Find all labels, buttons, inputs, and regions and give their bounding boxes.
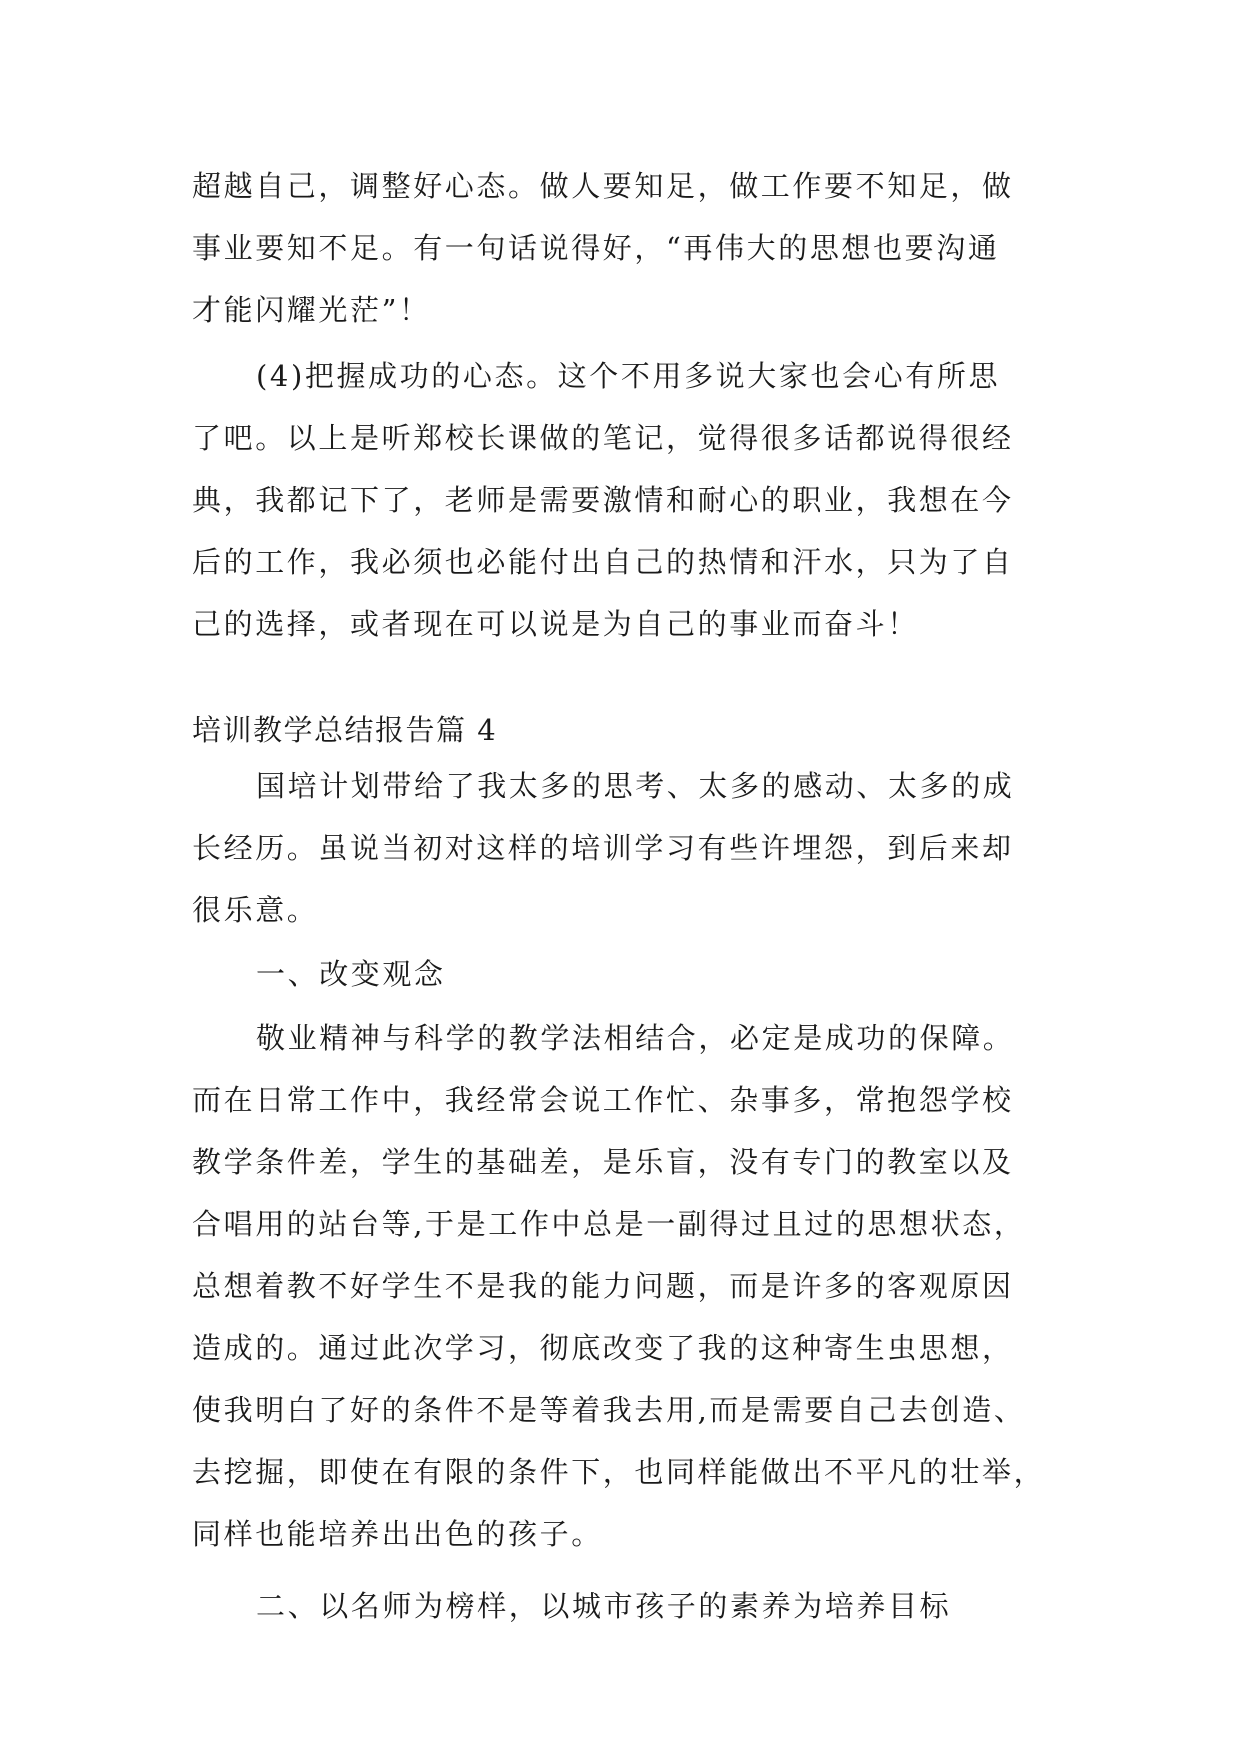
paragraph-line: (4)把握成功的心态。这个不用多说大家也会心有所思 <box>256 359 1001 393</box>
paragraph-line: 使我明白了好的条件不是等着我去用,而是需要自己去创造、 <box>192 1393 1026 1427</box>
paragraph-line: 长经历。虽说当初对这样的培训学习有些许埋怨，到后来却 <box>192 831 1014 865</box>
subsection-heading: 一、改变观念 <box>256 957 446 991</box>
section-heading: 培训教学总结报告篇 4 <box>192 713 498 747</box>
paragraph-line: 很乐意。 <box>192 893 319 927</box>
paragraph-line: 敬业精神与科学的教学法相结合，必定是成功的保障。 <box>256 1021 1015 1055</box>
paragraph-line: 而在日常工作中，我经常会说工作忙、杂事多，常抱怨学校 <box>192 1083 1014 1117</box>
subsection-heading: 二、以名师为榜样，以城市孩子的素养为培养目标 <box>256 1589 952 1623</box>
paragraph-line: 国培计划带给了我太多的思考、太多的感动、太多的成 <box>256 769 1015 803</box>
paragraph-line: 事业要知不足。有一句话说得好，“再伟大的思想也要沟通 <box>192 231 1000 265</box>
paragraph-line: 典，我都记下了，老师是需要激情和耐心的职业，我想在今 <box>192 483 1014 517</box>
paragraph-line: 总想着教不好学生不是我的能力问题，而是许多的客观原因 <box>192 1269 1014 1303</box>
paragraph-line: 才能闪耀光茫”！ <box>192 293 431 327</box>
paragraph-line: 后的工作，我必须也必能付出自己的热情和汗水，只为了自 <box>192 545 1014 579</box>
paragraph-line: 同样也能培养出出色的孩子。 <box>192 1517 603 1551</box>
paragraph-line: 超越自己，调整好心态。做人要知足，做工作要不知足，做 <box>192 169 1014 203</box>
paragraph-line: 造成的。通过此次学习，彻底改变了我的这种寄生虫思想， <box>192 1331 1014 1365</box>
paragraph-line: 了吧。以上是听郑校长课做的笔记，觉得很多话都说得很经 <box>192 421 1014 455</box>
paragraph-line: 去挖掘，即使在有限的条件下，也同样能做出不平凡的壮举， <box>192 1455 1046 1489</box>
paragraph-line: 己的选择，或者现在可以说是为自己的事业而奋斗！ <box>192 607 919 641</box>
paragraph-line: 教学条件差，学生的基础差，是乐盲，没有专门的教室以及 <box>192 1145 1014 1179</box>
paragraph-line: 合唱用的站台等,于是工作中总是一副得过且过的思想状态， <box>192 1207 1026 1241</box>
